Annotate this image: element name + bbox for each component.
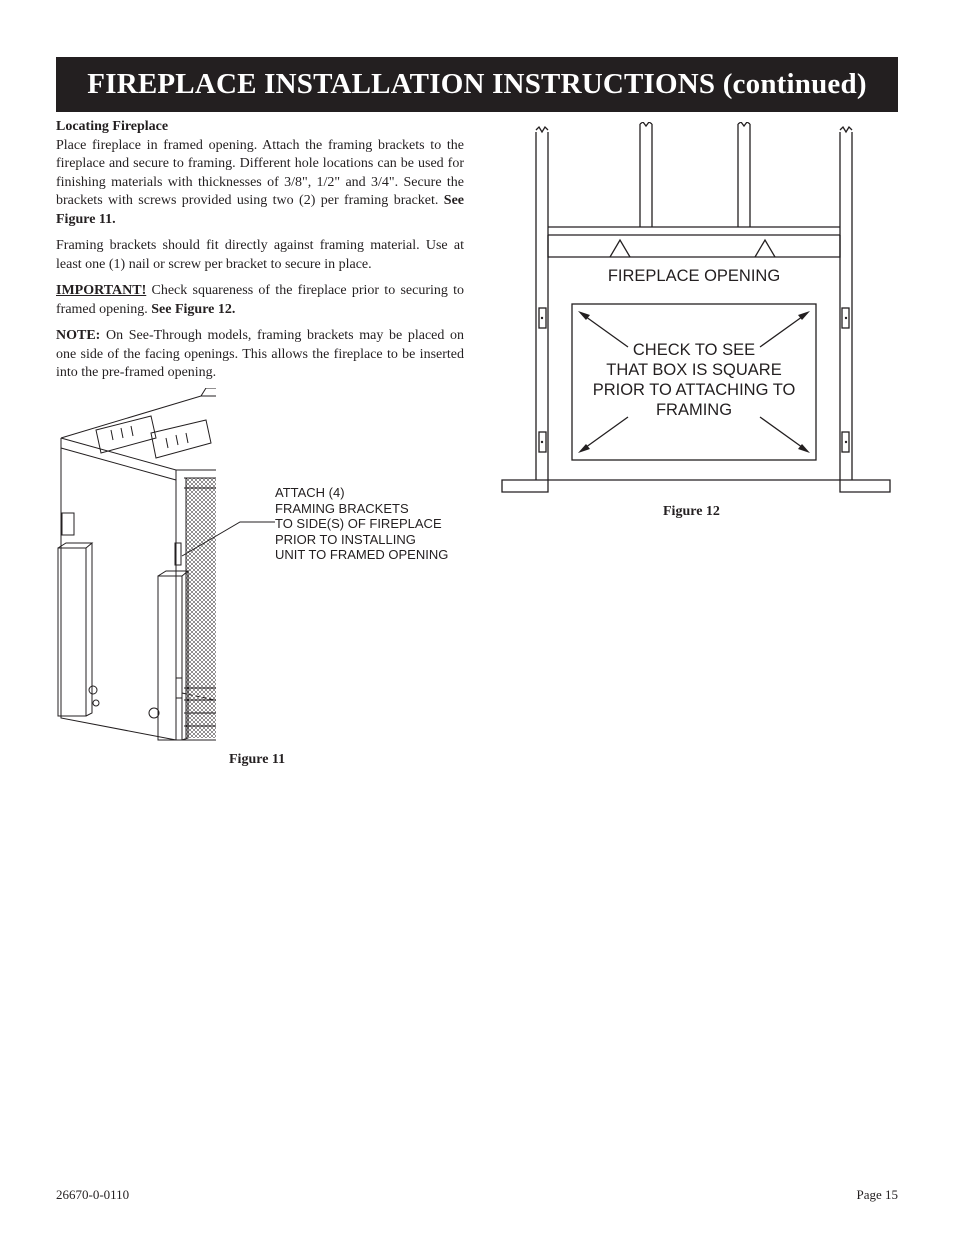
callout-line: UNIT TO FRAMED OPENING <box>275 547 449 563</box>
paragraph-locating <box>56 137 464 230</box>
important-label: IMPORTANT! <box>56 283 147 298</box>
callout-line: TO SIDE(S) OF FIREPLACE <box>275 516 442 532</box>
callout-line: PRIOR TO INSTALLING <box>275 531 416 547</box>
callout-line: FRAMING BRACKETS <box>275 500 409 516</box>
page-header <box>56 57 898 112</box>
page-title: FIREPLACE INSTALLATION INSTRUCTIONS (continued) <box>87 68 867 100</box>
figure11-reference: See Figure 11. <box>56 193 464 227</box>
paragraph-note <box>56 327 464 383</box>
square-check-label <box>572 340 816 420</box>
callout-line: ATTACH (4) <box>275 485 345 500</box>
paragraph-important <box>56 282 464 319</box>
figure12-reference: See Figure 12. <box>151 301 236 317</box>
figure12-illustration <box>500 122 892 496</box>
paragraph-locating-text: Place fireplace in framed opening. Attach the framing brackets to the fireplace and secure to framing. Different hole locations can be used for finishing materials with thicknesses of 3/8", 1/2" and 3/4". Secure the brackets with screws provided using two (2) per framing bracket. <box>56 137 464 208</box>
page-number: Page 15 <box>856 1187 898 1202</box>
figure11-caption: Figure 11 <box>229 752 286 767</box>
instructions-column <box>56 118 464 391</box>
note-label: NOTE: <box>56 328 101 343</box>
figure11-illustration <box>56 388 216 748</box>
fireplace-opening-label: FIREPLACE OPENING <box>607 267 781 285</box>
important-text: Check squareness of the fireplace prior to securing to framed opening. <box>56 283 465 317</box>
square-check-line: FRAMING <box>655 401 733 419</box>
document-number: 26670-0-0110 <box>56 1187 130 1202</box>
note-text: On See-Through models, framing brackets may be placed on one side of the facing openings. This allows the fireplace to be inserted into the pre-framed opening. <box>56 328 465 380</box>
square-check-line: CHECK TO SEE <box>632 341 756 359</box>
section-heading: Locating Fireplace <box>56 119 169 134</box>
figure11-leader-line <box>180 520 280 560</box>
square-check-line: PRIOR TO ATTACHING TO <box>592 381 796 399</box>
paragraph-brackets: Framing brackets should fit directly against framing material. Use at least one (1) nail or screw per bracket to secure in place. <box>56 238 464 272</box>
figure11-callout <box>275 485 448 563</box>
square-check-line: THAT BOX IS SQUARE <box>606 361 782 379</box>
figure12-caption: Figure 12 <box>663 504 720 519</box>
